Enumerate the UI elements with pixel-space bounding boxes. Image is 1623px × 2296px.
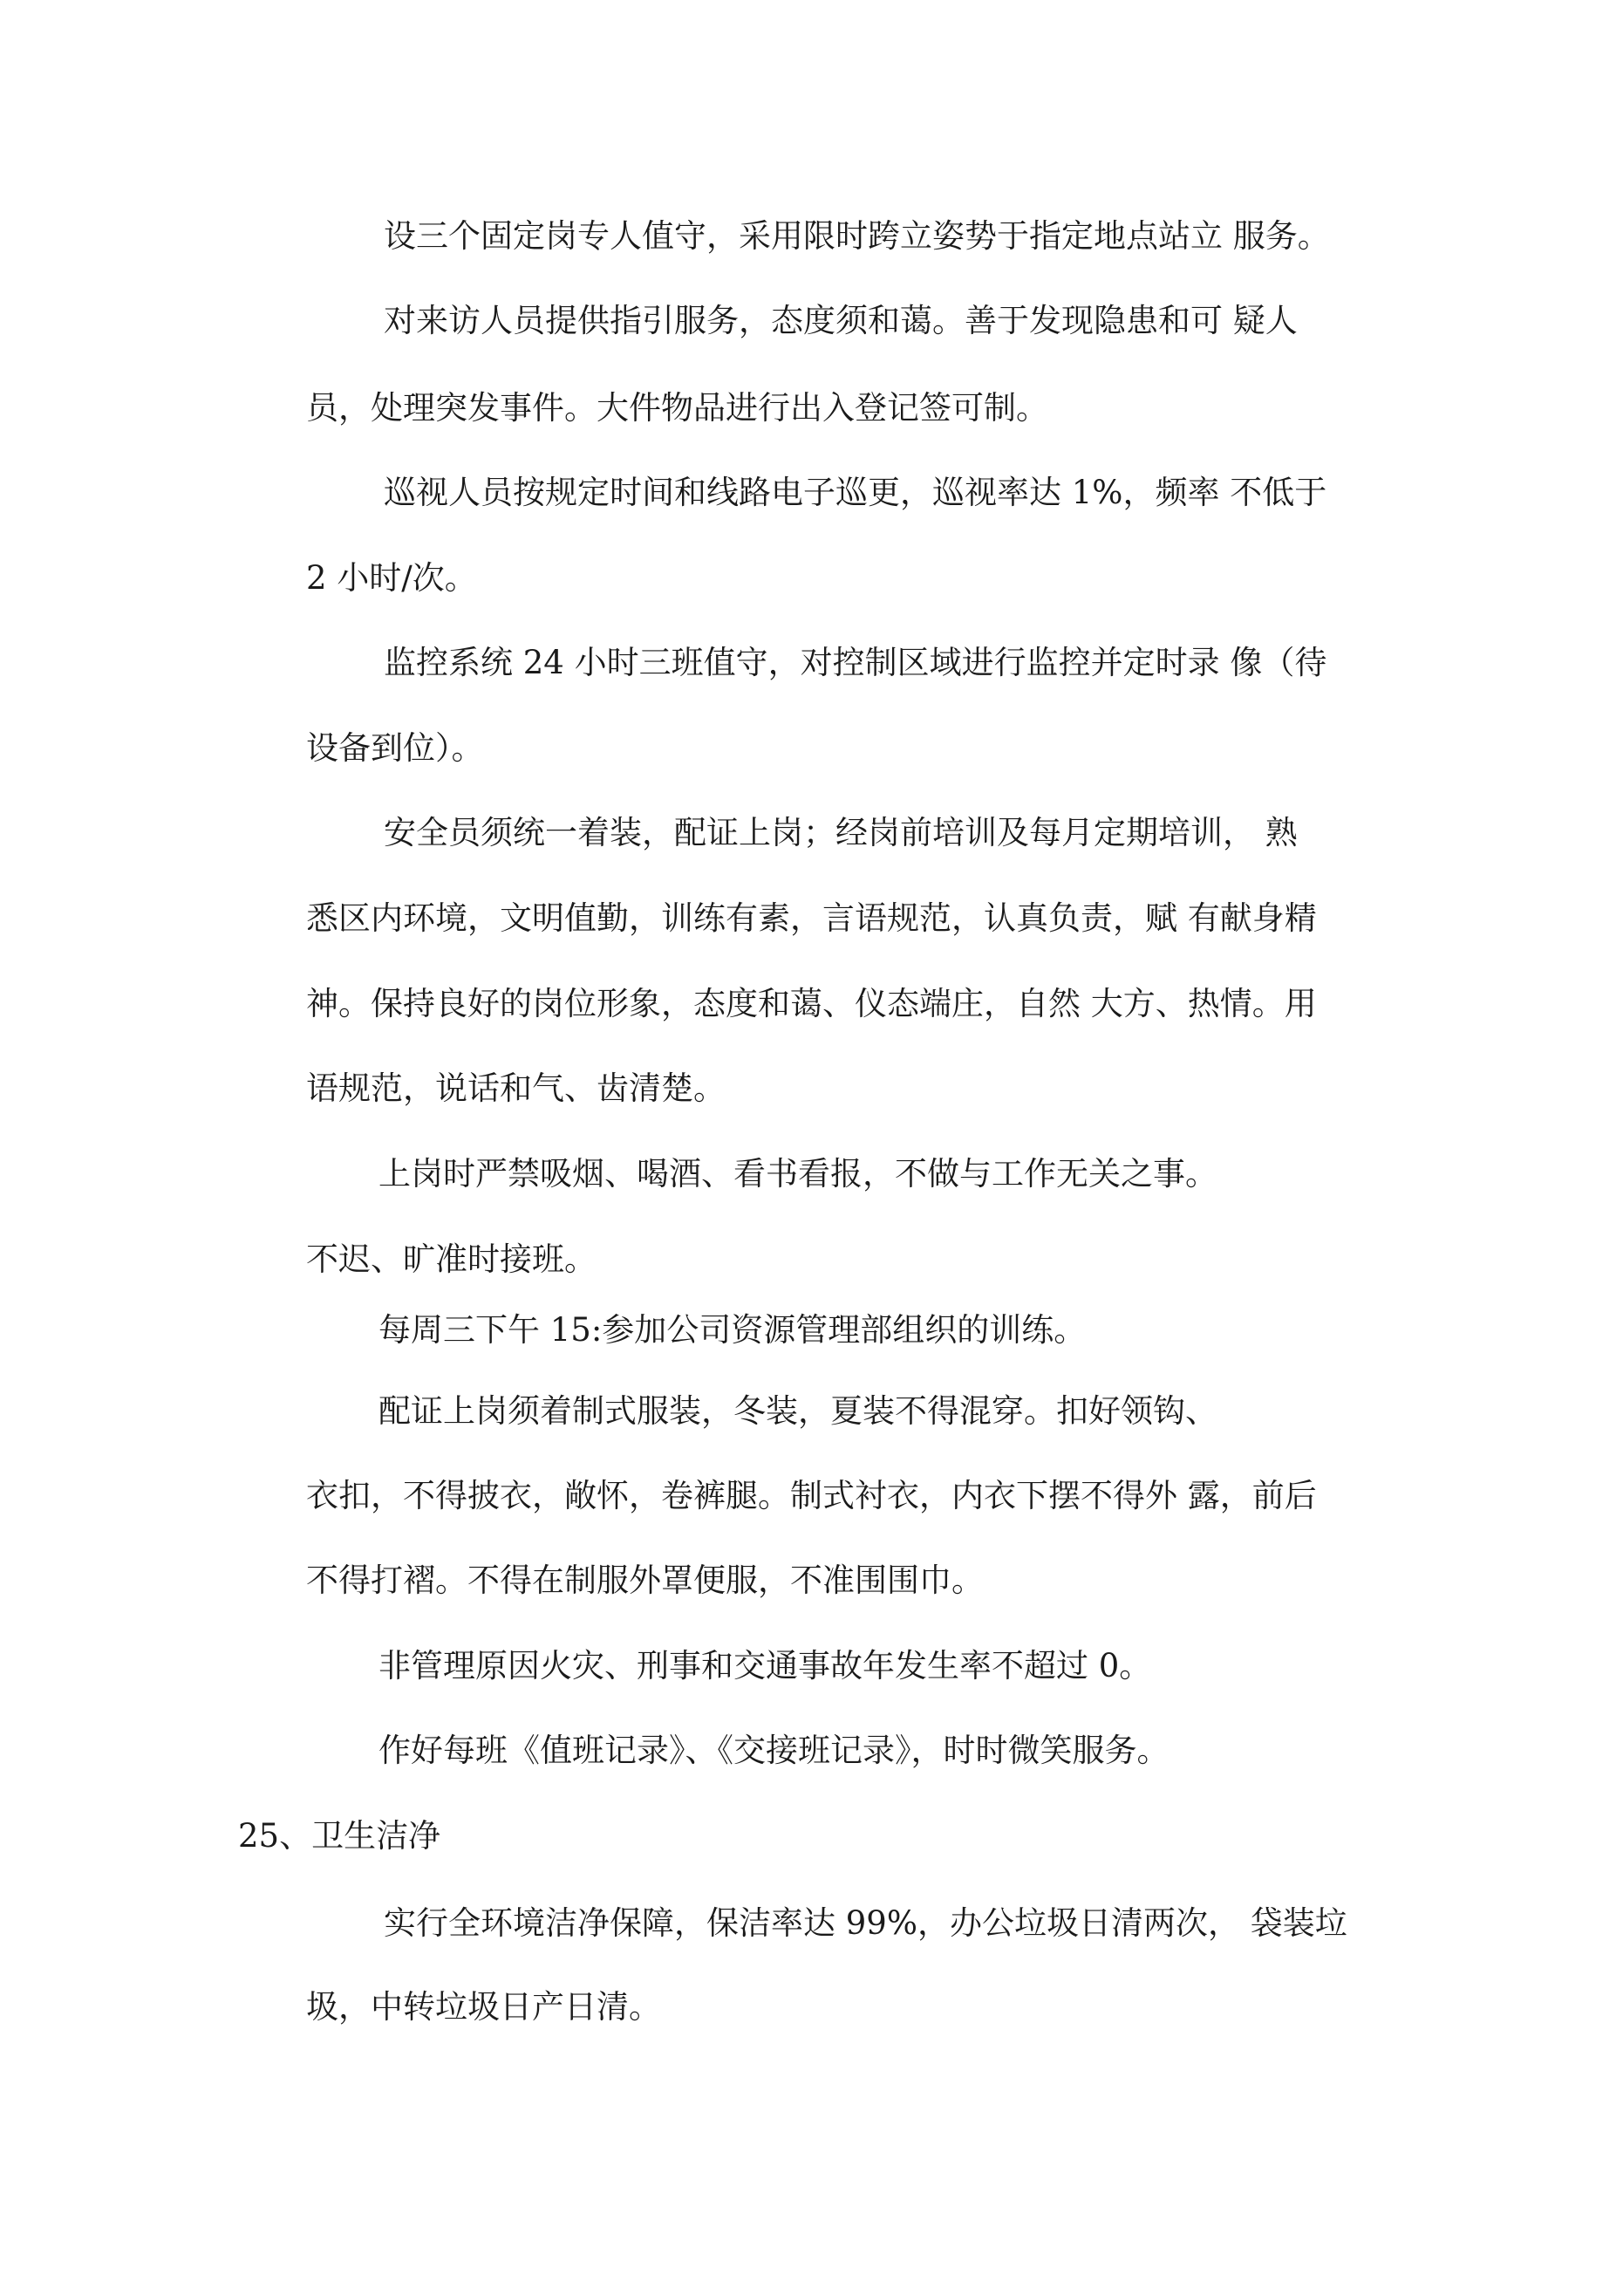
text-line: 对来访人员提供指引服务，态度须和蔼。善于发现隐患和可 疑人 — [384, 302, 1298, 339]
text-line: 员，处理突发事件。大件物品进行出入登记签可制。 — [306, 389, 1048, 427]
text-line: 实行全环境洁净保障，保洁率达 99%，办公垃圾日清两次， 袋装垃 — [384, 1904, 1347, 1942]
text-line: 非管理原因火灾、刑事和交通事故年发生率不超过 0。 — [378, 1647, 1152, 1684]
text-line: 2 小时/次。 — [306, 559, 477, 597]
text-line: 安全员须统一着装，配证上岗；经岗前培训及每月定期培训， 熟 — [384, 814, 1298, 851]
text-line: 圾，中转垃圾日产日清。 — [306, 1988, 661, 2026]
text-line: 悉区内环境，文明值勤，训练有素，言语规范，认真负责，赋 有献身精 — [306, 899, 1317, 937]
text-line: 监控系统 24 小时三班值守，对控制区域进行监控并定时录 像（待 — [384, 644, 1327, 681]
text-line: 设三个固定岗专人值守，采用限时跨立姿势于指定地点站立 服务。 — [384, 217, 1330, 255]
text-line: 上岗时严禁吸烟、喝酒、看书看报，不做与工作无关之事。 — [378, 1155, 1217, 1192]
text-line: 每周三下午 15:参加公司资源管理部组织的训练。 — [378, 1311, 1087, 1349]
section-heading: 25、卫生洁净 — [238, 1817, 441, 1855]
section-heading: 作好每班《值班记录》、《交接班记录》，时时微笑服务。 — [378, 1732, 1170, 1769]
text-line: 不迟、旷准时接班。 — [306, 1240, 597, 1278]
text-line: 语规范，说话和气、齿清楚。 — [306, 1069, 726, 1107]
text-line: 巡视人员按规定时间和线路电子巡更，巡视率达 1%，频率 不低于 — [384, 474, 1327, 511]
text-line: 神。保持良好的岗位形象，态度和蔼、仪态端庄，自然 大方、热情。用 — [306, 985, 1317, 1022]
text-line: 衣扣，不得披衣，敞怀，卷裤腿。制式衬衣，内衣下摆不得外 露，前后 — [306, 1477, 1317, 1514]
text-line: 不得打褶。不得在制服外罩便服，不准围围巾。 — [306, 1561, 984, 1599]
text-line: 设备到位）。 — [306, 729, 484, 767]
text-line: 配证上岗须着制式服装，冬装，夏装不得混穿。扣好领钩、 — [378, 1392, 1217, 1430]
